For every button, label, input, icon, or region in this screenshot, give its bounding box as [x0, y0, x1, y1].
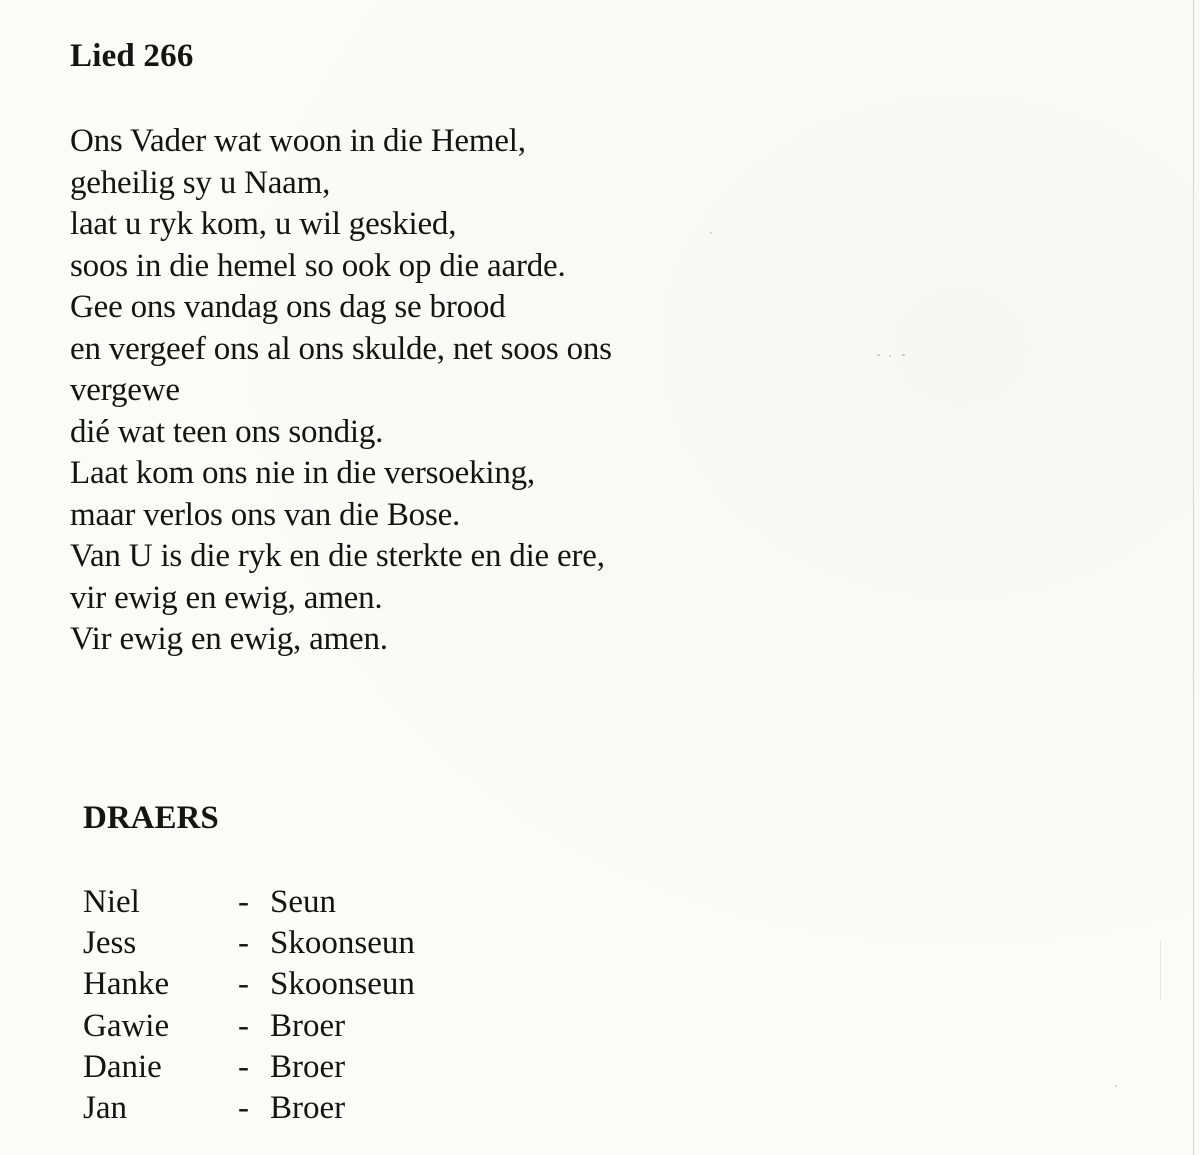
bearer-dash: - — [238, 1048, 249, 1085]
scan-speck — [889, 355, 891, 357]
bearer-row — [83, 1047, 503, 1088]
bearer-row — [83, 964, 503, 1005]
bearer-dash: - — [238, 1007, 249, 1044]
bearer-name: Niel — [83, 884, 140, 920]
bearer-relation: Skoonseun — [270, 966, 415, 1003]
bearer-relation: Skoonseun — [270, 925, 415, 962]
scan-speck — [902, 354, 905, 356]
song-title: Lied 266 — [70, 38, 194, 74]
bearer-relation: Seun — [270, 884, 336, 920]
scan-speck — [1115, 1085, 1117, 1087]
lyric-line: dié wat teen ons sondig. — [70, 413, 384, 450]
bearer-name: Jan — [83, 1089, 127, 1126]
lyric-line: vir ewig en ewig, amen. — [70, 579, 383, 616]
bearer-name: Danie — [83, 1048, 162, 1085]
lyric-line: en vergeef ons al ons skulde, net soos ons — [70, 330, 612, 367]
bearer-dash: - — [238, 966, 249, 1003]
bearer-name: Jess — [83, 925, 137, 962]
lyric-line: vergewe — [70, 372, 180, 408]
bearer-dash: - — [238, 925, 249, 962]
bearer-row — [83, 923, 503, 964]
scan-speck — [877, 354, 880, 356]
bearer-row — [83, 1088, 503, 1129]
scan-edge — [1193, 0, 1194, 1155]
lyric-line: Van U is die ryk en die sterkte en die ere, — [70, 538, 605, 574]
bearer-row — [83, 882, 503, 923]
bearer-row — [83, 1006, 503, 1047]
lyric-line: Vir ewig en ewig, amen. — [70, 621, 388, 657]
scan-edge — [1160, 940, 1161, 1000]
lyric-line: maar verlos ons van die Bose. — [70, 496, 461, 533]
bearer-dash: - — [238, 884, 249, 920]
bearers-list — [83, 882, 503, 1129]
lyric-line: laat u ryk kom, u wil geskied, — [70, 206, 457, 242]
bearers-heading: DRAERS — [83, 800, 219, 836]
lyric-line: Ons Vader wat woon in die Hemel, — [70, 123, 526, 159]
lyrics-block — [70, 121, 612, 661]
bearer-relation: Broer — [270, 1089, 346, 1126]
bearer-name: Gawie — [83, 1007, 170, 1044]
lyric-line: soos in die hemel so ook op die aarde. — [70, 247, 566, 284]
scan-speck — [710, 232, 712, 234]
bearer-relation: Broer — [270, 1048, 346, 1085]
bearer-dash: - — [238, 1089, 249, 1126]
lyric-line: geheilig sy u Naam, — [70, 164, 331, 201]
lyric-line: Laat kom ons nie in die versoeking, — [70, 455, 535, 491]
bearer-name: Hanke — [83, 966, 170, 1003]
lyric-line: Gee ons vandag ons dag se brood — [70, 289, 506, 325]
bearer-relation: Broer — [270, 1007, 346, 1044]
